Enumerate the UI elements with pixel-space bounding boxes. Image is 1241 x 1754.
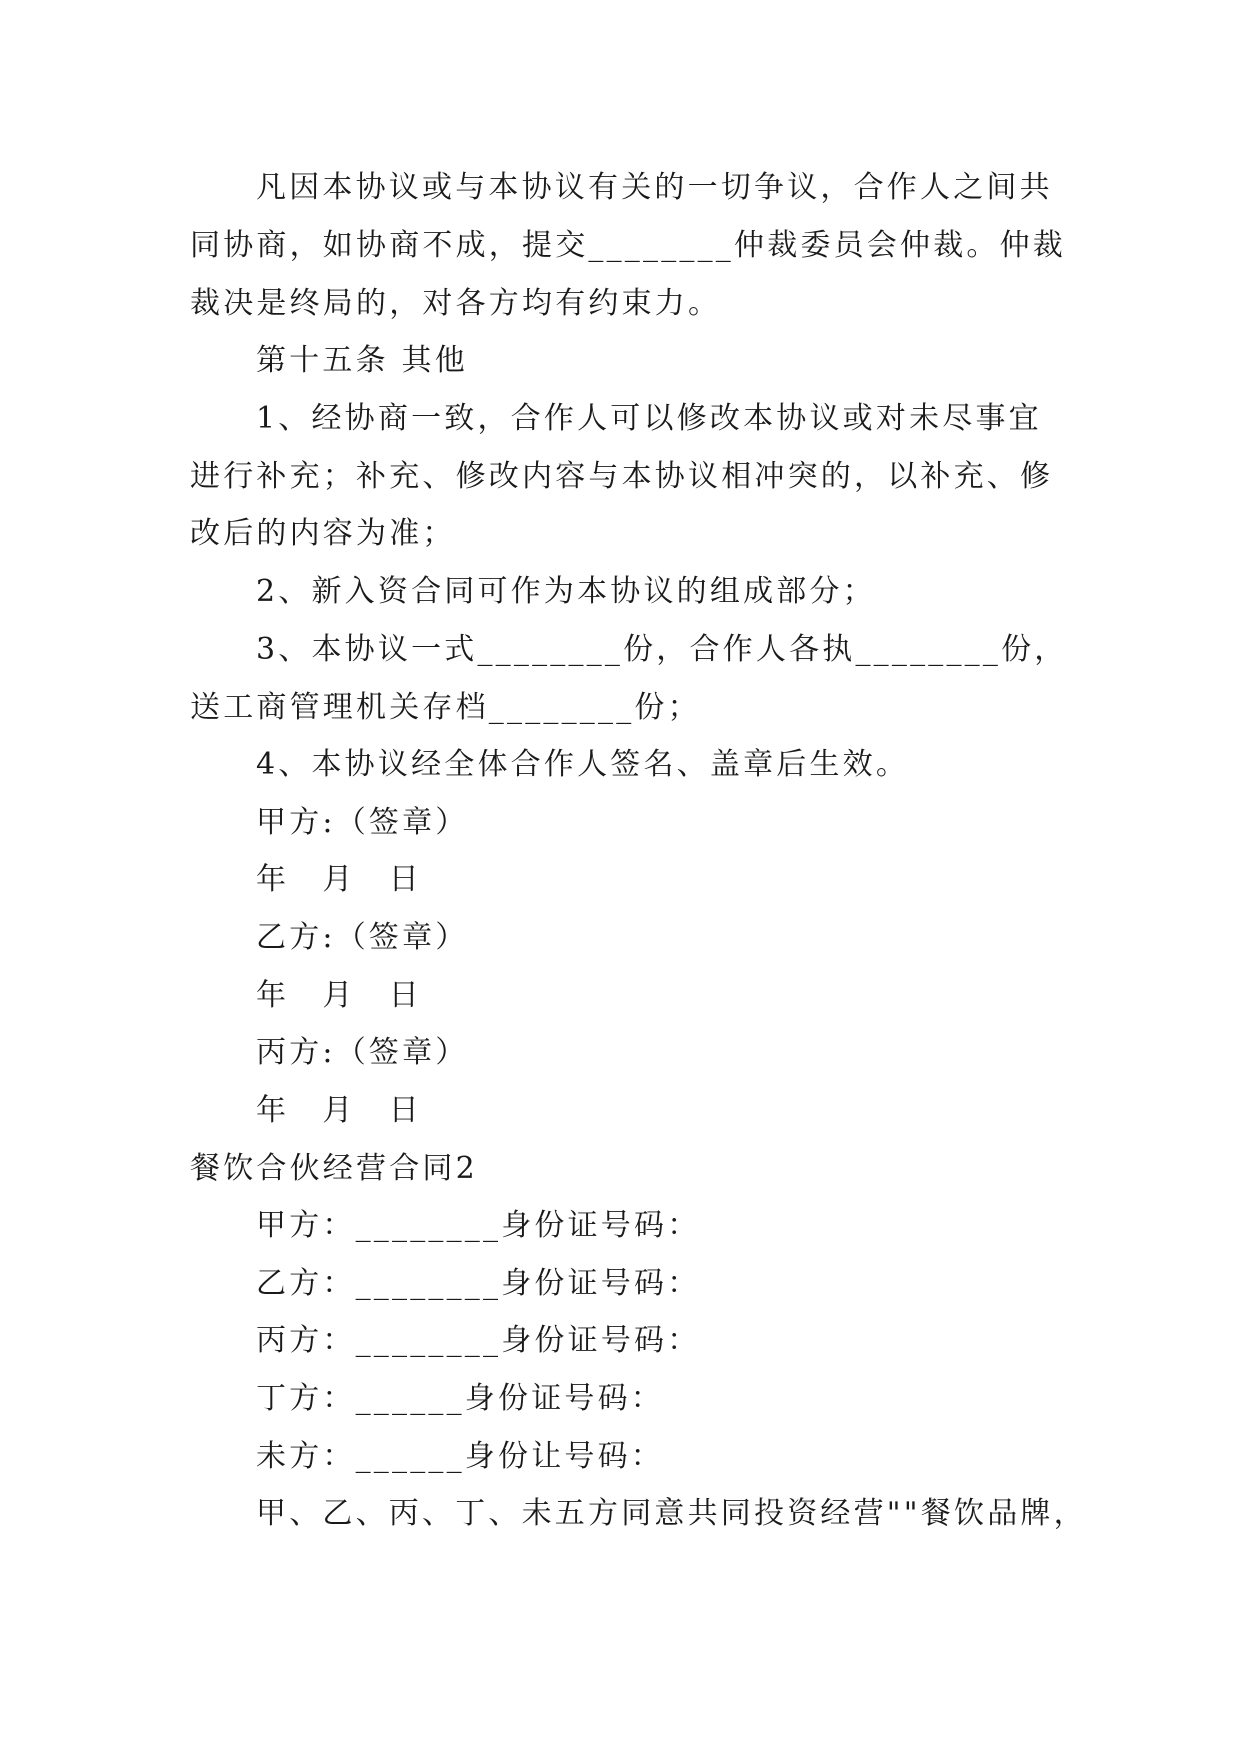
paragraph-line: 同协商，如协商不成，提交________仲裁委员会仲裁。仲裁 xyxy=(190,228,1066,263)
clause-line: 改后的内容为准； xyxy=(190,516,456,551)
document-title: 餐饮合伙经营合同2 xyxy=(190,1151,478,1186)
clause-line: 4、本协议经全体合作人签名、盖章后生效。 xyxy=(256,747,910,782)
signature-line: 甲方:（签章） xyxy=(256,805,469,840)
clause-line: 1、经协商一致，合作人可以修改本协议或对未尽事宜 xyxy=(256,401,1042,436)
date-line: 年 月 日 xyxy=(256,1093,422,1128)
paragraph-line: 甲、乙、丙、丁、未五方同意共同投资经营""餐饮品牌， xyxy=(256,1496,1087,1531)
party-line: 乙方：________身份证号码： xyxy=(256,1266,701,1301)
clause-line: 送工商管理机关存档________份； xyxy=(190,690,701,725)
paragraph-line: 裁决是终局的，对各方均有约束力。 xyxy=(190,286,722,321)
signature-line: 丙方:（签章） xyxy=(256,1035,469,1070)
signature-line: 乙方:（签章） xyxy=(256,920,469,955)
clause-line: 2、新入资合同可作为本协议的组成部分； xyxy=(256,574,876,609)
paragraph-line: 凡因本协议或与本协议有关的一切争议，合作人之间共 xyxy=(256,170,1053,205)
date-line: 年 月 日 xyxy=(256,862,422,897)
party-line: 丙方：________身份证号码： xyxy=(256,1323,701,1358)
section-heading: 第十五条 其他 xyxy=(256,343,468,378)
party-line: 未方：______身份让号码： xyxy=(256,1439,664,1474)
clause-line: 3、本协议一式________份，合作人各执________份， xyxy=(256,632,1068,667)
date-line: 年 月 日 xyxy=(256,978,422,1013)
party-line: 丁方：______身份证号码： xyxy=(256,1381,664,1416)
party-line: 甲方：________身份证号码： xyxy=(256,1208,701,1243)
clause-line: 进行补充；补充、修改内容与本协议相冲突的，以补充、修 xyxy=(190,459,1054,494)
